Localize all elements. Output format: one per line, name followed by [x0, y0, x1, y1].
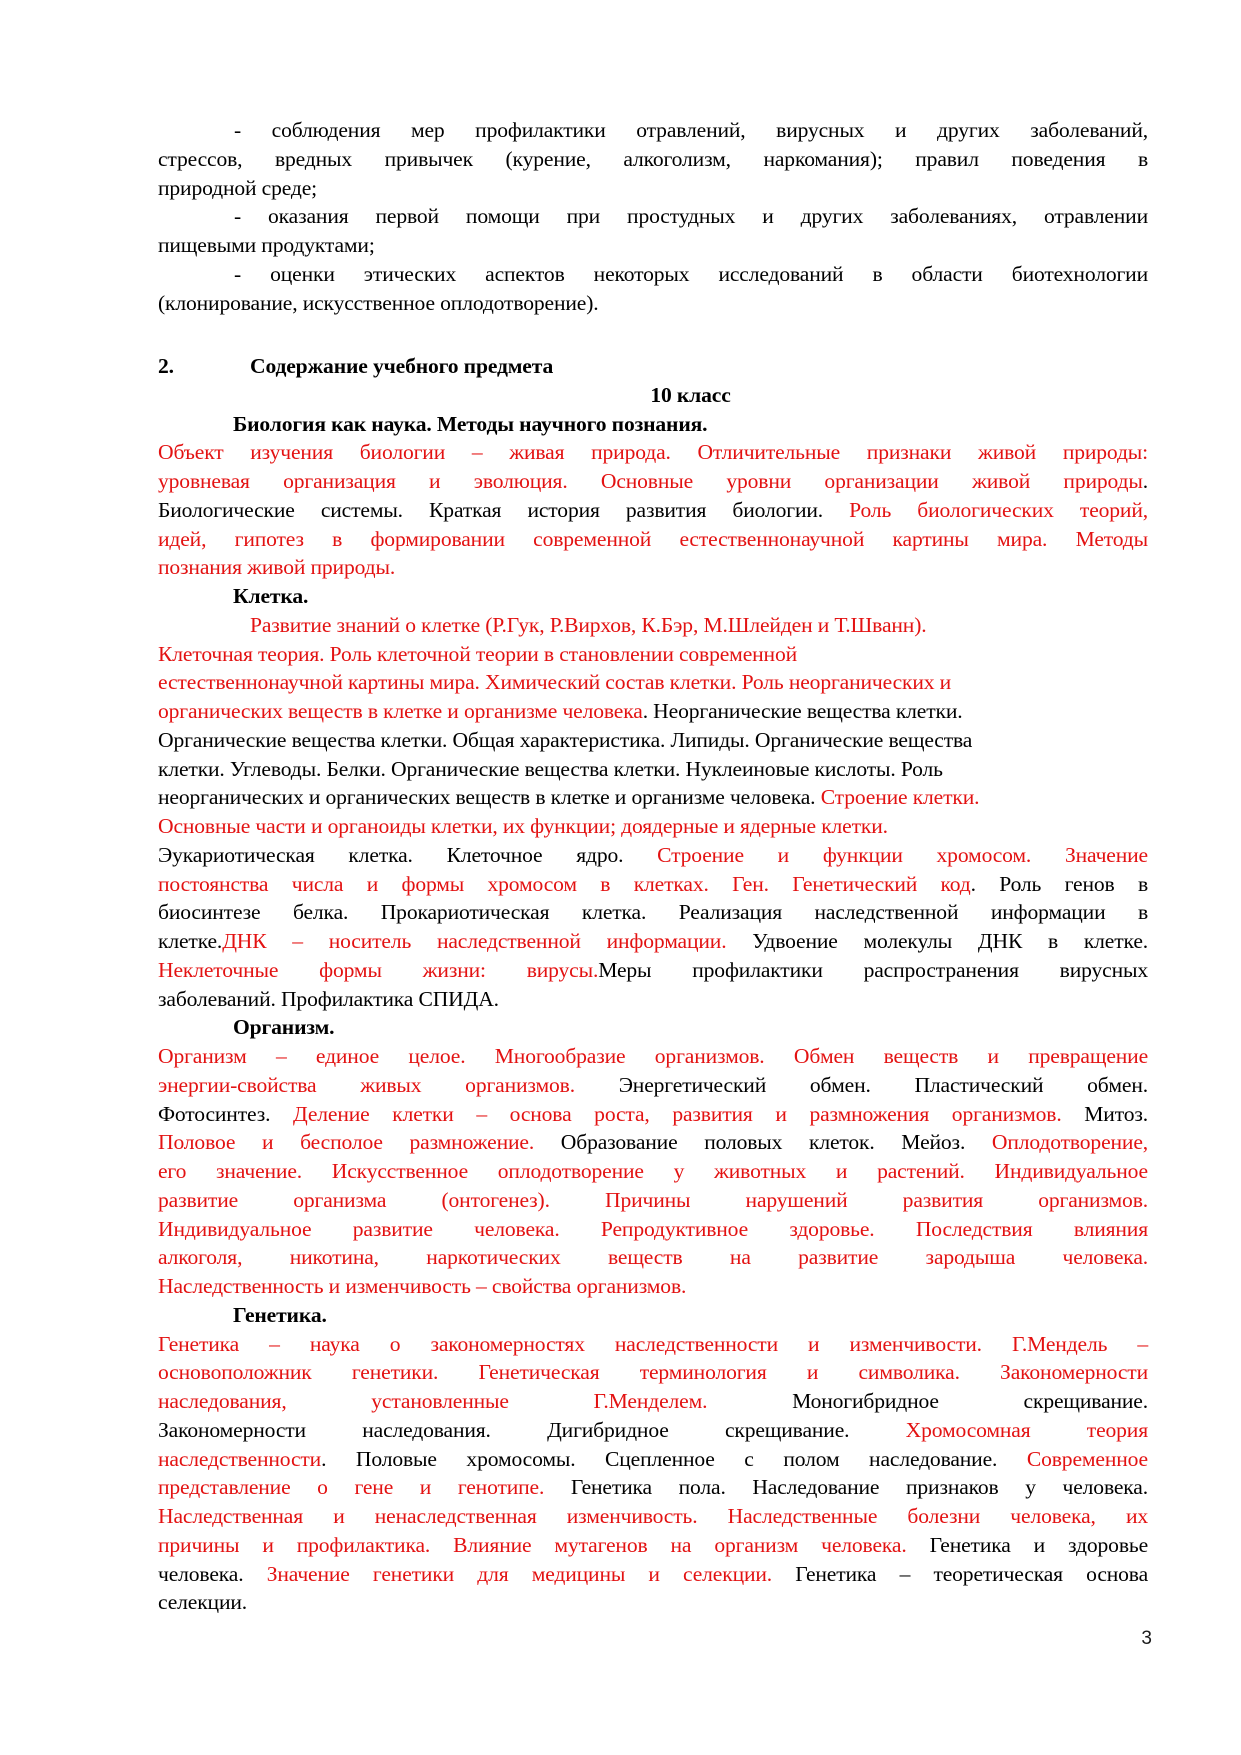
- text-line: [158, 668, 1148, 697]
- text-segment: биосинтезе белка. Прокариотическая клетка. Реализация наследственной информации в: [158, 900, 1148, 925]
- text-segment: Современное: [1026, 1446, 1148, 1471]
- text-segment: Генетика – наука о закономерностях наследственности и изменчивости. Г.Мендель –: [158, 1331, 1148, 1356]
- text-line: [158, 202, 1148, 231]
- text-line: [158, 783, 1148, 812]
- text-segment: Половое и бесполое размножение.: [158, 1130, 561, 1155]
- text-segment: Закономерности наследования. Дигибридное скрещивание.: [158, 1417, 906, 1442]
- text-line: [158, 812, 1148, 841]
- text-segment: стрессов, вредных привычек (курение, алкоголизм, наркомания); правил поведения в: [158, 146, 1148, 171]
- text-line: [158, 755, 1148, 784]
- text-line: [158, 870, 1148, 899]
- document-body: [158, 116, 1148, 1617]
- text-segment: Меры профилактики распространения вирусных: [598, 957, 1148, 982]
- text-segment: Клеточная теория. Роль клеточной теории в становлении современной: [158, 641, 798, 666]
- text-segment: ДНК – носитель наследственной информации.: [222, 929, 727, 953]
- text-line: [158, 927, 1148, 956]
- text-segment: Генетика – теоретическая основа: [795, 1561, 1149, 1586]
- text-line: [158, 611, 1148, 640]
- text-segment: наследственности: [158, 1446, 322, 1471]
- text-segment: развитие организма (онтогенез). Причины нарушений развития организмов.: [158, 1187, 1148, 1212]
- text-segment: Энергетический обмен. Пластический обмен.: [618, 1072, 1148, 1097]
- text-segment: Неклеточные формы жизни: вирусы.: [158, 957, 599, 982]
- text-line: [158, 1560, 1148, 1589]
- text-segment: Деление клетки – основа роста, развития и размножения организмов.: [292, 1101, 1085, 1126]
- text-line: [158, 1128, 1148, 1157]
- text-segment: (клонирование, искусственное оплодотворение).: [158, 290, 599, 315]
- text-line: [158, 1157, 1148, 1186]
- text-segment: Генетика.: [233, 1302, 327, 1327]
- text-segment: селекции.: [158, 1590, 248, 1615]
- text-segment: Наследственность и изменчивость – свойства организмов.: [158, 1274, 687, 1298]
- text-line: [158, 438, 1148, 467]
- text-segment: органических веществ в клетке и организме человека: [158, 699, 643, 723]
- text-segment: клетке.: [158, 929, 223, 953]
- text-segment: - соблюдения мер профилактики отравлений, вирусных и других заболеваний,: [234, 118, 1148, 142]
- text-segment: уровневая организация и эволюция. Основные уровни организации живой природы: [158, 469, 1143, 493]
- text-line: [158, 1473, 1148, 1502]
- text-segment: Основные части и органоиды клетки, их функции; доядерные и ядерные клетки.: [158, 814, 888, 838]
- text-line: [158, 289, 1148, 318]
- text-segment: клетки. Углеводы. Белки. Органические вещества клетки. Нуклеиновые кислоты. Роль: [158, 756, 943, 781]
- text-line: [158, 985, 1148, 1014]
- text-segment: Клетка.: [233, 584, 309, 608]
- text-line: [158, 174, 1148, 203]
- text-line: [158, 1272, 1148, 1301]
- text-segment: Удвоение молекулы ДНК в клетке.: [726, 929, 1148, 953]
- text-line: [158, 1502, 1148, 1531]
- text-segment: природной среде;: [158, 175, 318, 200]
- page-number: 3: [1141, 1628, 1152, 1649]
- text-line: [158, 726, 1148, 755]
- text-segment: заболеваний. Профилактика СПИДА.: [158, 986, 499, 1011]
- text-segment: пищевыми продуктами;: [158, 233, 375, 257]
- section-heading: [158, 352, 1148, 381]
- topic-heading-organism: [158, 1013, 1148, 1042]
- text-line: [158, 956, 1148, 985]
- text-line: [158, 1445, 1148, 1474]
- text-line: [158, 260, 1148, 289]
- text-segment: естественнонаучной картины мира. Химический состав клетки. Роль неорганических и: [158, 670, 952, 695]
- text-line: [158, 1186, 1148, 1215]
- text-line: [158, 1100, 1148, 1129]
- text-line: [158, 1215, 1148, 1244]
- text-segment: представление о гене и генотипе.: [158, 1475, 571, 1500]
- text-segment: - оценки этических аспектов некоторых исследований в области биотехнологии: [234, 261, 1148, 286]
- text-segment: . Половые хромосомы. Сцепленное с полом наследование.: [321, 1446, 1027, 1471]
- text-segment: идей, гипотез в формировании современной естественнонаучной картины мира. Методы: [158, 526, 1148, 551]
- text-segment: его значение. Искусственное оплодотворение у животных и растений. Индивидуальное: [158, 1159, 1148, 1183]
- text-line: [158, 697, 1148, 726]
- text-segment: 10 класс: [650, 382, 731, 407]
- text-segment: Органические вещества клетки. Общая характеристика. Липиды. Органические вещества: [158, 727, 973, 752]
- text-segment: Эукариотическая клетка. Клеточное ядро.: [158, 842, 658, 867]
- text-line: [158, 1358, 1148, 1387]
- text-line: [158, 553, 1148, 582]
- text-segment: Генетика пола. Наследование признаков у человека.: [570, 1475, 1148, 1500]
- text-segment: Роль биологических теорий,: [849, 497, 1148, 522]
- text-segment: Митоз.: [1084, 1101, 1148, 1126]
- text-segment: - оказания первой помощи при простудных и других заболеваниях, отравлении: [234, 204, 1148, 229]
- text-segment: Биология как наука. Методы научного познания.: [233, 411, 708, 436]
- heading-number: 2.: [158, 354, 174, 378]
- text-segment: Наследственная и ненаследственная изменчивость. Наследственные болезни человека, их: [158, 1504, 1148, 1528]
- text-segment: . Роль генов в: [970, 871, 1148, 896]
- text-segment: Биологические системы. Краткая история развития биологии.: [158, 497, 850, 522]
- text-segment: Значение генетики для медицины и селекции.: [266, 1561, 796, 1586]
- grade-heading: [158, 381, 1148, 410]
- text-line: [158, 1387, 1148, 1416]
- text-segment: энергии-свойства живых организмов.: [158, 1072, 619, 1097]
- text-segment: Моногибридное скрещивание.: [792, 1389, 1148, 1413]
- text-line: [158, 467, 1148, 496]
- text-segment: Организм.: [233, 1015, 335, 1040]
- text-segment: Строение клетки.: [820, 785, 980, 810]
- text-segment: . Неорганические вещества клетки.: [642, 699, 963, 723]
- text-segment: Образование половых клеток. Мейоз.: [560, 1130, 992, 1155]
- text-segment: причины и профилактика. Влияние мутагенов на организм человека.: [158, 1532, 930, 1557]
- text-line: [158, 496, 1148, 525]
- text-line: [158, 525, 1148, 554]
- text-segment: постоянства числа и формы хромосом в клетках. Ген. Генетический код: [158, 871, 971, 896]
- text-segment: Хромосомная теория: [905, 1417, 1148, 1442]
- text-segment: основоположник генетики. Генетическая терминология и символика. Закономерности: [158, 1360, 1148, 1385]
- text-segment: Объект изучения биологии – живая природа. Отличительные признаки живой природы:: [158, 440, 1148, 465]
- text-line: [158, 1243, 1148, 1272]
- text-line: [158, 841, 1148, 870]
- text-segment: алкоголя, никотина, наркотических веществ на развитие зародыша человека.: [158, 1245, 1148, 1270]
- text-segment: Содержание учебного предмета: [250, 354, 554, 378]
- text-segment: Индивидуальное развитие человека. Репродуктивное здоровье. Последствия влияния: [158, 1216, 1148, 1241]
- text-line: [158, 116, 1148, 145]
- text-segment: наследования, установленные Г.Менделем.: [158, 1389, 793, 1413]
- text-segment: Строение и функции хромосом. Значение: [657, 842, 1148, 867]
- text-line: [158, 1071, 1148, 1100]
- text-line: [158, 898, 1148, 927]
- topic-heading-biology-as-science: [158, 410, 1148, 439]
- text-segment: Организм – единое целое. Многообразие организмов. Обмен веществ и превращение: [158, 1044, 1148, 1068]
- text-line: [158, 1042, 1148, 1071]
- text-line: [158, 1416, 1148, 1445]
- text-line: [158, 640, 1148, 669]
- text-segment: Фотосинтез.: [158, 1101, 293, 1126]
- text-line: [158, 231, 1148, 260]
- text-segment: Генетика и здоровье: [929, 1532, 1149, 1557]
- text-segment: .: [1142, 469, 1148, 493]
- text-line: [158, 145, 1148, 174]
- text-line: [158, 1588, 1148, 1617]
- text-line: [158, 1330, 1148, 1359]
- text-line: [158, 1531, 1148, 1560]
- topic-heading-cell: [158, 582, 1148, 611]
- text-segment: неорганических и органических веществ в клетке и организме человека.: [158, 785, 821, 810]
- text-segment: Развитие знаний о клетке (Р.Гук, Р.Вирхов, К.Бэр, М.Шлейден и Т.Шванн).: [250, 612, 927, 637]
- text-segment: познания живой природы.: [158, 555, 396, 580]
- text-segment: человека.: [158, 1561, 267, 1586]
- topic-heading-genetics: [158, 1301, 1148, 1330]
- text-segment: Оплодотворение,: [991, 1130, 1148, 1155]
